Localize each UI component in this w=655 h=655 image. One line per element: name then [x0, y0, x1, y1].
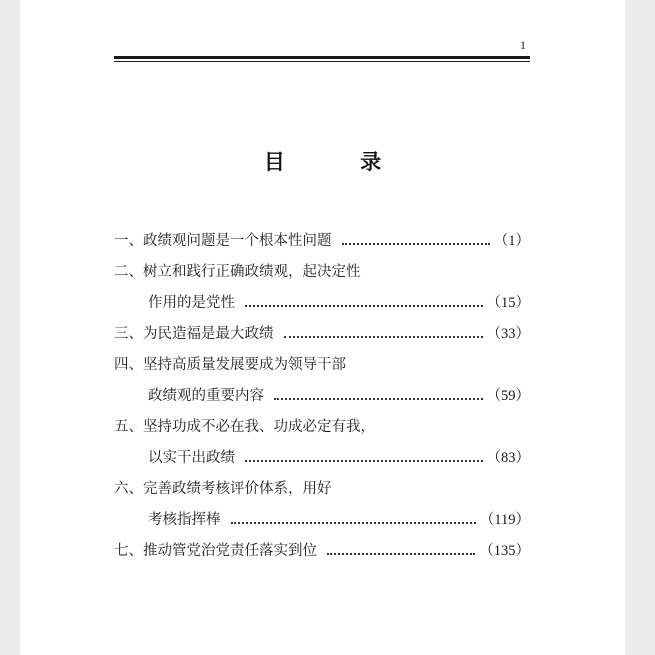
- toc-entry-text: 作用的是党性: [148, 295, 235, 311]
- dot-leader: [245, 303, 483, 307]
- dot-leader: [284, 334, 483, 338]
- toc-entry-page: （33）: [486, 326, 530, 342]
- document-page: [20, 0, 625, 655]
- toc-entry-text: 六、完善政绩考核评价体系，用好: [114, 481, 332, 497]
- toc-entry-text: 五、坚持功成不必在我、功成必定有我，: [114, 419, 375, 435]
- toc-entry-page: （119）: [479, 512, 530, 528]
- dot-leader: [327, 551, 475, 555]
- toc-entry-text: 政绩观的重要内容: [148, 388, 264, 404]
- toc-title: 目 录: [263, 150, 416, 174]
- toc-entry-4-line-2[interactable]: [114, 379, 530, 410]
- toc-entry-6-line-2[interactable]: [114, 503, 530, 534]
- toc-entry-5-line-1[interactable]: [114, 410, 530, 441]
- toc-entry-page: （135）: [479, 543, 530, 559]
- toc-entry-4-line-1[interactable]: [114, 348, 530, 379]
- header-rule-thin: [114, 61, 530, 62]
- header-rule: [114, 56, 530, 64]
- toc-entry-text: 四、坚持高质量发展要成为领导干部: [114, 357, 346, 373]
- toc-entry-2-line-2[interactable]: [114, 286, 530, 317]
- toc-entry-text: 考核指挥棒: [148, 512, 221, 528]
- toc-entry-text: 三、为民造福是最大政绩: [114, 326, 274, 342]
- toc-entry-text: 七、推动管党治党责任落实到位: [114, 543, 317, 559]
- toc-entry-6-line-1[interactable]: [114, 472, 530, 503]
- toc-entry-1[interactable]: [114, 224, 530, 255]
- toc-entry-5-line-2[interactable]: [114, 441, 530, 472]
- dot-leader: [342, 241, 490, 245]
- dot-leader: [274, 396, 483, 400]
- table-of-contents: [114, 224, 530, 565]
- toc-entry-2-line-1[interactable]: [114, 255, 530, 286]
- page-number: 1: [520, 38, 526, 52]
- toc-entry-page: （59）: [486, 388, 530, 404]
- dot-leader: [231, 520, 476, 524]
- dot-leader: [245, 458, 483, 462]
- header-rule-thick: [114, 56, 530, 59]
- toc-entry-7[interactable]: [114, 534, 530, 565]
- toc-entry-page: （15）: [486, 295, 530, 311]
- toc-entry-page: （1）: [493, 233, 530, 249]
- toc-entry-page: （83）: [486, 450, 530, 466]
- toc-entry-text: 一、政绩观问题是一个根本性问题: [114, 233, 332, 249]
- toc-entry-text: 以实干出政绩: [148, 450, 235, 466]
- toc-entry-3[interactable]: [114, 317, 530, 348]
- toc-entry-text: 二、树立和践行正确政绩观，起决定性: [114, 264, 361, 280]
